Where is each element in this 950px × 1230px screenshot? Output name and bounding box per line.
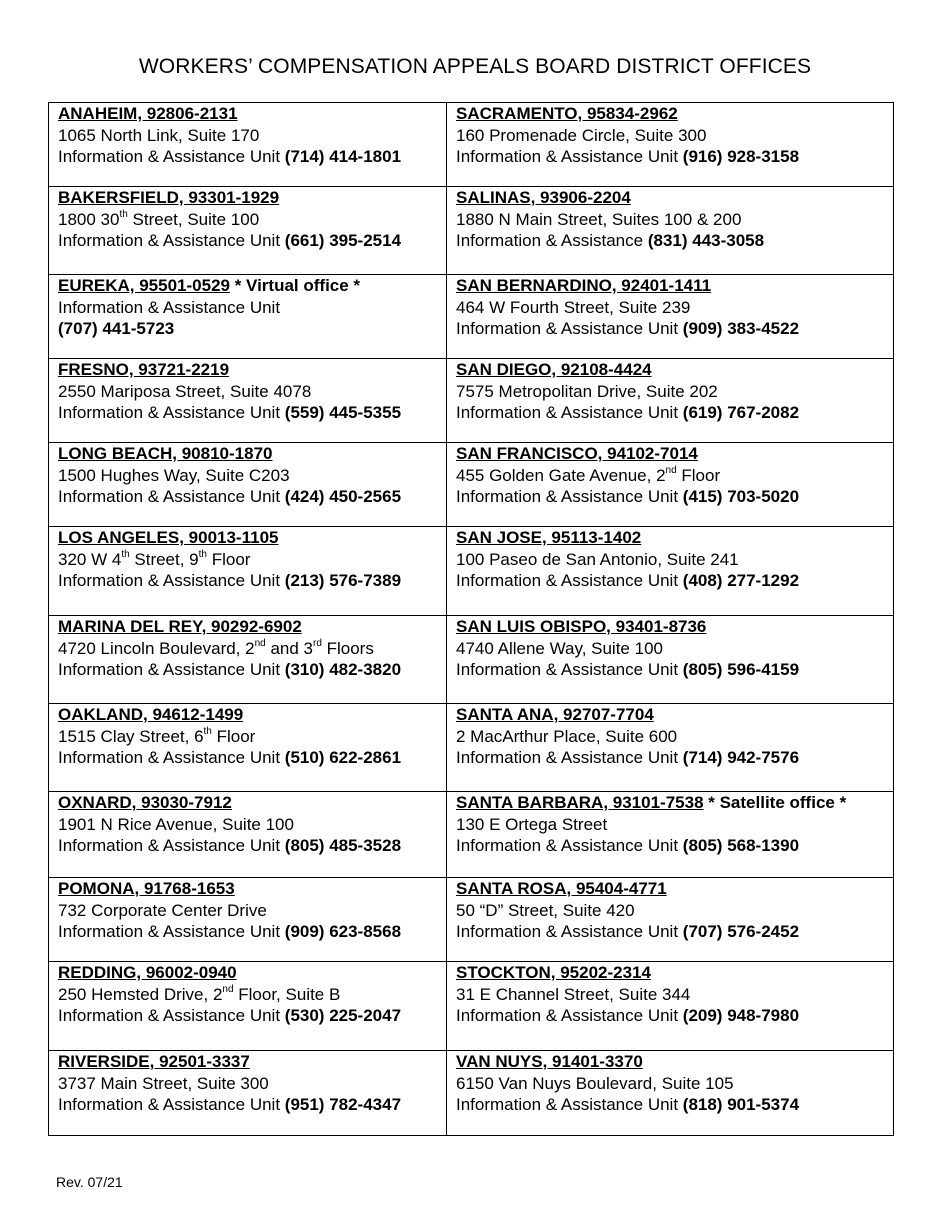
office-city-line [456, 962, 885, 984]
office-address [456, 297, 885, 319]
table-row [49, 359, 894, 443]
ordinal-suffix: th [119, 208, 128, 220]
ordinal-suffix: nd [665, 464, 677, 476]
office-info-line [456, 1005, 885, 1027]
info-label: Information & Assistance Unit [58, 147, 285, 166]
office-city-line [58, 103, 438, 125]
office-info-line [58, 230, 438, 252]
revision-label: Rev. 07/21 [56, 1174, 123, 1190]
office-phone: (559) 445-5355 [284, 403, 402, 422]
office-city-line [58, 704, 438, 726]
office-city-line [456, 792, 885, 814]
table-row [49, 187, 894, 275]
office-cell [447, 103, 894, 187]
address-part: and 3 [265, 638, 313, 658]
office-city: FRESNO, 93721-2219 [58, 360, 230, 379]
office-info-line [456, 230, 885, 252]
office-address [456, 549, 885, 571]
table-row [49, 962, 894, 1051]
office-city-line [456, 704, 885, 726]
office-phone: (310) 482-3820 [284, 660, 402, 679]
office-city-line [456, 1051, 885, 1073]
office-address [456, 465, 885, 487]
office-info-line [456, 747, 885, 769]
office-address [58, 209, 438, 231]
info-label: Information & Assistance Unit [58, 660, 285, 679]
office-phone: (510) 622-2861 [284, 748, 402, 767]
office-city-line [456, 527, 885, 549]
office-city: MARINA DEL REY, 90292-6902 [58, 617, 302, 636]
office-phone: (916) 928-3158 [682, 147, 800, 166]
info-label: Information & Assistance Unit [58, 1006, 285, 1025]
office-phone: (415) 703-5020 [682, 487, 800, 506]
ordinal-suffix: th [121, 548, 130, 560]
office-cell [49, 103, 447, 187]
office-city: ANAHEIM, 92806-2131 [58, 104, 238, 123]
office-phone: (805) 596-4159 [682, 660, 800, 679]
address-part: 4740 Allene Way, Suite 100 [456, 638, 663, 658]
address-part: 2550 Mariposa Street, Suite 4078 [58, 381, 312, 401]
office-city: SAN FRANCISCO, 94102-7014 [456, 444, 698, 463]
office-info-line [58, 146, 438, 168]
office-info-line [456, 921, 885, 943]
office-city-line [58, 443, 438, 465]
info-label: Information & Assistance Unit [456, 571, 683, 590]
info-label: Information & Assistance Unit [58, 403, 285, 422]
office-cell [447, 792, 894, 878]
info-label: Information & Assistance Unit [456, 1006, 683, 1025]
office-cell [447, 1051, 894, 1136]
office-address [456, 984, 885, 1006]
office-address [58, 125, 438, 147]
office-phone: (805) 568-1390 [682, 836, 800, 855]
office-city: OAKLAND, 94612-1499 [58, 705, 244, 724]
office-phone: (909) 383-4522 [682, 319, 800, 338]
office-cell [49, 527, 447, 616]
office-cell [447, 527, 894, 616]
info-label: Information & Assistance Unit [456, 748, 683, 767]
address-part: 7575 Metropolitan Drive, Suite 202 [456, 381, 718, 401]
address-part: 100 Paseo de San Antonio, Suite 241 [456, 549, 739, 569]
info-label: Information & Assistance Unit [456, 1095, 683, 1114]
office-info-line [58, 486, 438, 508]
info-label: Information & Assistance Unit [456, 922, 683, 941]
address-part: Floor [676, 465, 721, 485]
address-part: 1515 Clay Street, 6 [58, 726, 204, 746]
office-phone: (424) 450-2565 [284, 487, 402, 506]
office-address [456, 1073, 885, 1095]
office-info-line [456, 486, 885, 508]
office-address [58, 381, 438, 403]
office-city: LONG BEACH, 90810-1870 [58, 444, 273, 463]
table-row [49, 878, 894, 962]
office-address [58, 814, 438, 836]
office-city-line [456, 187, 885, 209]
office-cell [447, 616, 894, 704]
office-info-line [58, 297, 438, 319]
office-phone: (818) 901-5374 [682, 1095, 800, 1114]
office-city: SANTA BARBARA, 93101-7538 [456, 793, 704, 812]
office-info-line [456, 318, 885, 340]
office-cell [49, 616, 447, 704]
info-label: Information & Assistance Unit [58, 922, 285, 941]
address-part: Floor [206, 549, 251, 569]
office-info-line [58, 835, 438, 857]
office-cell [49, 878, 447, 962]
ordinal-suffix: th [203, 725, 212, 737]
office-phone: (530) 225-2047 [284, 1006, 402, 1025]
office-city: SALINAS, 93906-2204 [456, 188, 631, 207]
office-phone: (661) 395-2514 [284, 231, 402, 250]
office-city-line [456, 103, 885, 125]
office-city-line [456, 878, 885, 900]
info-label: Information & Assistance Unit [456, 660, 683, 679]
office-info-line [456, 1094, 885, 1116]
info-label: Information & Assistance Unit [456, 319, 683, 338]
office-city-line [58, 962, 438, 984]
address-part: 250 Hemsted Drive, 2 [58, 984, 223, 1004]
address-part: Street, 9 [129, 549, 199, 569]
district-offices-table [48, 102, 894, 1136]
address-part: 1901 N Rice Avenue, Suite 100 [58, 814, 294, 834]
info-label: Information & Assistance Unit [58, 1095, 285, 1114]
office-info-line [58, 1005, 438, 1027]
office-address [58, 726, 438, 748]
office-phone: (805) 485-3528 [284, 836, 402, 855]
address-part: 130 E Ortega Street [456, 814, 608, 834]
office-phone: (707) 441-5723 [58, 319, 175, 338]
office-address [456, 814, 885, 836]
address-part: Floor, Suite B [233, 984, 341, 1004]
office-address [456, 900, 885, 922]
office-cell [49, 275, 447, 359]
address-part: 732 Corporate Center Drive [58, 900, 267, 920]
table-row [49, 1051, 894, 1136]
office-address [58, 900, 438, 922]
office-phone: (714) 414-1801 [284, 147, 402, 166]
office-cell [447, 878, 894, 962]
office-city-line [58, 616, 438, 638]
address-part: 1065 North Link, Suite 170 [58, 125, 260, 145]
office-phone: (951) 782-4347 [284, 1095, 402, 1114]
office-info-line [58, 921, 438, 943]
office-city: BAKERSFIELD, 93301-1929 [58, 188, 280, 207]
office-cell [49, 962, 447, 1051]
office-address [456, 638, 885, 660]
address-part: 3737 Main Street, Suite 300 [58, 1073, 269, 1093]
table-row [49, 443, 894, 527]
table-row [49, 704, 894, 792]
office-cell [447, 359, 894, 443]
office-city-line [58, 1051, 438, 1073]
office-city-line [456, 443, 885, 465]
info-label: Information & Assistance [456, 231, 648, 250]
address-part: 4720 Lincoln Boulevard, 2 [58, 638, 255, 658]
office-address [58, 638, 438, 660]
info-label: Information & Assistance Unit [58, 297, 281, 317]
office-city: SAN DIEGO, 92108-4424 [456, 360, 652, 379]
address-part: 50 “D” Street, Suite 420 [456, 900, 635, 920]
info-label: Information & Assistance Unit [58, 231, 285, 250]
office-city: SAN JOSE, 95113-1402 [456, 528, 642, 547]
office-info-line [456, 402, 885, 424]
address-part: 2 MacArthur Place, Suite 600 [456, 726, 678, 746]
info-label: Information & Assistance Unit [456, 487, 683, 506]
office-cell [447, 187, 894, 275]
office-address [456, 726, 885, 748]
address-part: Floor [211, 726, 256, 746]
office-cell [49, 1051, 447, 1136]
office-phone: (209) 948-7980 [682, 1006, 800, 1025]
office-info-line [58, 747, 438, 769]
office-cell [49, 704, 447, 792]
office-city-line [58, 275, 438, 297]
office-cell [49, 792, 447, 878]
office-phone: (619) 767-2082 [682, 403, 800, 422]
office-cell [447, 443, 894, 527]
office-address [58, 465, 438, 487]
address-part: Street, Suite 100 [127, 209, 260, 229]
office-cell [49, 187, 447, 275]
office-city: SAN BERNARDINO, 92401-1411 [456, 276, 712, 295]
info-label: Information & Assistance Unit [58, 571, 285, 590]
office-city: SAN LUIS OBISPO, 93401-8736 [456, 617, 707, 636]
office-phone: (707) 576-2452 [682, 922, 800, 941]
office-address [58, 549, 438, 571]
office-city: STOCKTON, 95202-2314 [456, 963, 651, 982]
office-city: RIVERSIDE, 92501-3337 [58, 1052, 250, 1071]
office-city: LOS ANGELES, 90013-1105 [58, 528, 279, 547]
office-city: EUREKA, 95501-0529 [58, 276, 230, 295]
office-city: VAN NUYS, 91401-3370 [456, 1052, 643, 1071]
info-label: Information & Assistance Unit [456, 403, 683, 422]
office-address [58, 984, 438, 1006]
office-city: REDDING, 96002-0940 [58, 963, 237, 982]
office-info-line [456, 570, 885, 592]
address-part: 320 W 4 [58, 549, 122, 569]
ordinal-suffix: th [198, 548, 207, 560]
table-row [49, 527, 894, 616]
office-address [456, 209, 885, 231]
office-info-line [456, 659, 885, 681]
office-cell [49, 443, 447, 527]
office-city-line [58, 792, 438, 814]
address-part: Floors [321, 638, 374, 658]
office-city-line [456, 359, 885, 381]
office-cell [447, 704, 894, 792]
office-phone: (213) 576-7389 [284, 571, 402, 590]
office-cell [447, 275, 894, 359]
office-phone: (408) 277-1292 [682, 571, 800, 590]
address-part: 1500 Hughes Way, Suite C203 [58, 465, 290, 485]
address-part: 455 Golden Gate Avenue, 2 [456, 465, 666, 485]
office-cell [49, 359, 447, 443]
ordinal-suffix: rd [312, 637, 322, 649]
table-row [49, 103, 894, 187]
office-city: SACRAMENTO, 95834-2962 [456, 104, 678, 123]
office-phone: (831) 443-3058 [647, 231, 765, 250]
info-label: Information & Assistance Unit [456, 147, 683, 166]
address-part: 1880 N Main Street, Suites 100 & 200 [456, 209, 742, 229]
office-address [456, 381, 885, 403]
office-city-line [58, 187, 438, 209]
office-address [456, 125, 885, 147]
office-phone: (909) 623-8568 [284, 922, 402, 941]
office-info-line [456, 146, 885, 168]
office-address [58, 1073, 438, 1095]
office-city: SANTA ROSA, 95404-4771 [456, 879, 667, 898]
address-part: 31 E Channel Street, Suite 344 [456, 984, 691, 1004]
office-city-line [456, 616, 885, 638]
info-label: Information & Assistance Unit [58, 487, 285, 506]
table-row [49, 275, 894, 359]
address-part: 6150 Van Nuys Boulevard, Suite 105 [456, 1073, 734, 1093]
office-phone: (714) 942-7576 [682, 748, 800, 767]
address-part: 1800 30 [58, 209, 120, 229]
office-city-line [58, 527, 438, 549]
office-info-line [58, 1094, 438, 1116]
office-info-line [456, 835, 885, 857]
ordinal-suffix: nd [254, 637, 266, 649]
office-cell [447, 962, 894, 1051]
info-label: Information & Assistance Unit [58, 836, 285, 855]
ordinal-suffix: nd [222, 983, 234, 995]
office-info-line [58, 659, 438, 681]
address-part: 160 Promenade Circle, Suite 300 [456, 125, 707, 145]
office-info-line [58, 570, 438, 592]
info-label: Information & Assistance Unit [456, 836, 683, 855]
office-city: POMONA, 91768-1653 [58, 879, 235, 898]
table-row [49, 792, 894, 878]
office-city-line [58, 359, 438, 381]
address-part: 464 W Fourth Street, Suite 239 [456, 297, 691, 317]
office-note: * Satellite office * [703, 793, 847, 812]
office-info-line [58, 402, 438, 424]
office-city: OXNARD, 93030-7912 [58, 793, 232, 812]
office-city-line [58, 878, 438, 900]
office-note: * Virtual office * [229, 276, 361, 295]
info-label: Information & Assistance Unit [58, 748, 285, 767]
office-city: SANTA ANA, 92707-7704 [456, 705, 654, 724]
office-city-line [456, 275, 885, 297]
table-row [49, 616, 894, 704]
page-title: WORKERS’ COMPENSATION APPEALS BOARD DISTRICT OFFICES [138, 55, 812, 78]
